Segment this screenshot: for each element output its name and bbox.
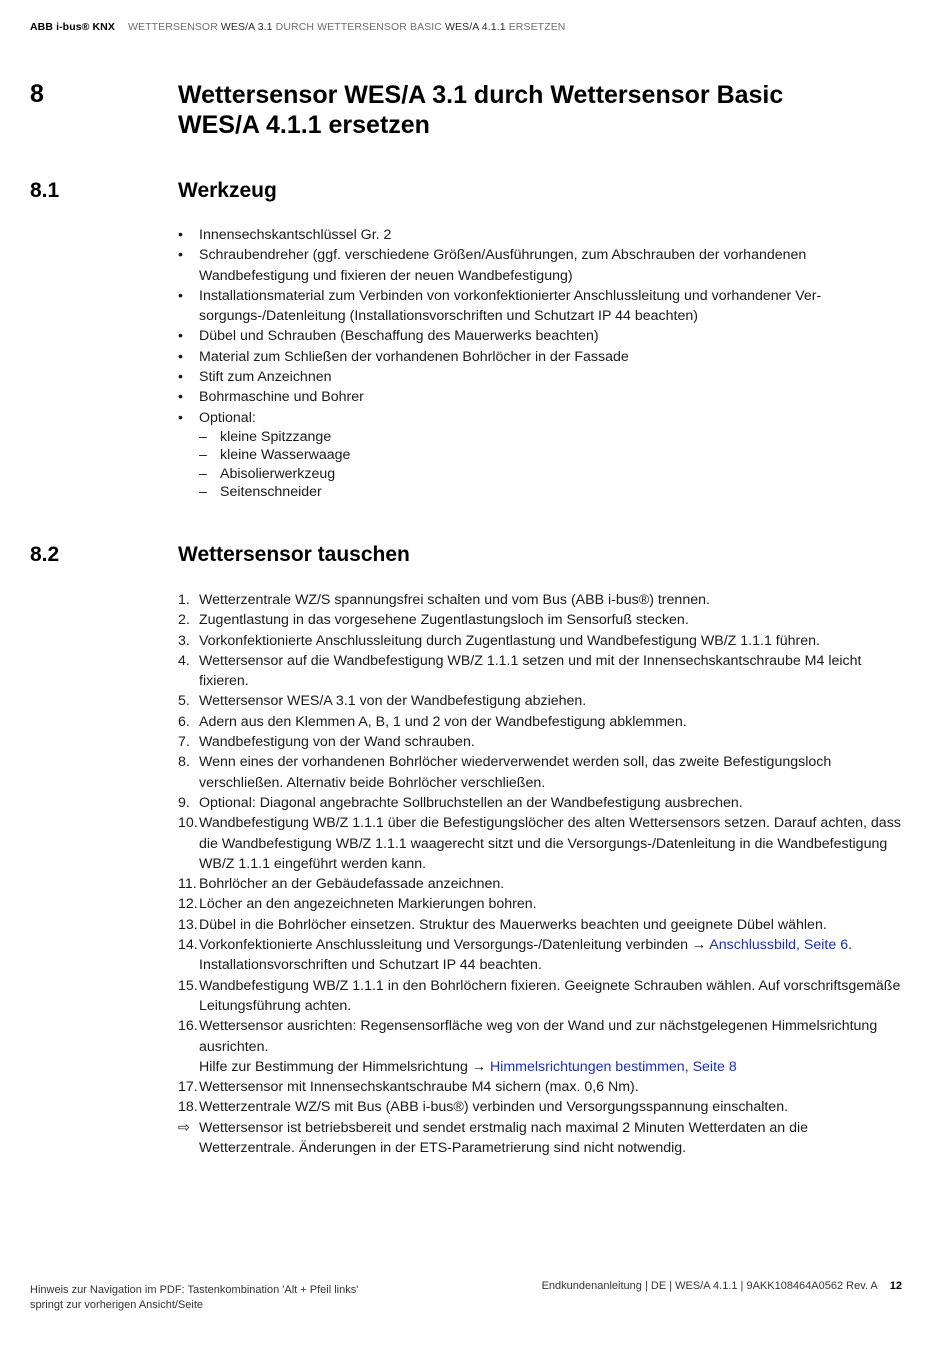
section1-number: 8.1 [30, 179, 60, 202]
header-part3: DURCH WETTERSENSOR BASIC [275, 21, 442, 33]
sub-list-item-text: Abisolierwerkzeug [220, 465, 336, 482]
step-text: Vorkonfektionierte Anschlussleitung durch Zugentlastung und Wandbefestigung WB/Z 1.1.1 führen. [199, 632, 820, 649]
step-text: Wandbefestigung WB/Z 1.1.1 in den Bohrlöchern fixieren. Geeignete Schrauben wählen. Auf vorschriftsgemäße Leitungsführung achten. [199, 977, 901, 1014]
step-item: 1. Wetterzentrale WZ/S spannungsfrei schalten und vom Bus (ABB i-bus®) trennen. [178, 592, 710, 608]
step-text: Dübel in die Bohrlöcher einsetzen. Struktur des Mauerwerks beachten und geeignete Dübel wählen. [199, 916, 827, 933]
step-text: Löcher an den angezeichneten Markierungen bohren. [199, 896, 537, 913]
step-item: 9. Optional: Diagonal angebrachte Sollbruchstellen an der Wandbefestigung ausbrechen. [178, 794, 743, 811]
chapter-title-line1: Wettersensor WES/A 3.1 durch Wettersensor Basic [178, 81, 784, 109]
list-item: • Dübel und Schrauben (Beschaffung des Mauerwerks beachten) [178, 328, 599, 345]
step-text: Wettersensor WES/A 3.1 von der Wandbefestigung abziehen. [199, 693, 587, 710]
chapter-title [178, 80, 878, 140]
step-item: 10. Wandbefestigung WB/Z 1.1.1 über die Befestigungslöcher des alten Wettersensors setzen. Darauf achten, dass die Wandbefestigung WB/Z 1.1.1 waagerecht sitzt und die Versorgungs-/Datenleitung in die Wandbefestigung WB/Z 1.1.1 eingeführt werden kann. [178, 815, 901, 872]
step-text: Adern aus den Klemmen A, B, 1 und 2 von der Wandbefestigung abklemmen. [199, 713, 687, 730]
result-item [178, 1118, 903, 1159]
step-item: 7. Wandbefestigung von der Wand schrauben. [178, 734, 475, 751]
list-item-text: Dübel und Schrauben (Beschaffung des Mauerwerks beachten) [199, 328, 599, 345]
header-brand: ABB i-bus® KNX [30, 21, 115, 33]
list-item-text: Innensechskantschlüssel Gr. 2 [199, 227, 392, 243]
page-number: 12 [889, 1280, 902, 1292]
list-item: • Stift zum Anzeichnen [178, 369, 332, 386]
footer-hint-line2: springt zur vorherigen Ansicht/Seite [30, 1299, 204, 1311]
list-item: • Installationsmaterial zum Verbinden von vorkonfektionierter Anschlussleitung und vorhandener Versorgungs-/Datenleitung (Installationsvorschriften und Schutzart IP 44 beachten) [178, 287, 822, 325]
step-text: Zugentlastung in das vorgesehene Zugentlastungsloch im Sensorfuß stecken. [199, 612, 689, 629]
link-anschlussbild[interactable]: Anschlussbild, Seite 6 [709, 937, 849, 954]
list-item-text: Optional: [199, 409, 256, 426]
tool-list [178, 225, 903, 502]
step-text: Wetterzentrale WZ/S spannungsfrei schalten und vom Bus (ABB i-bus®) trennen. [199, 592, 710, 608]
footer-doc-info [542, 1280, 902, 1292]
sub-list-item-text: Seitenschneider [220, 484, 322, 501]
footer-hint-line1: Hinweis zur Navigation im PDF: Tastenkombination 'Alt + Pfeil links' [30, 1284, 359, 1296]
page-header [30, 21, 566, 33]
step-item: 13. Dübel in die Bohrlöcher einsetzen. Struktur des Mauerwerks beachten und geeignete Dübel wählen. [178, 916, 827, 933]
section1-title: Werkzeug [178, 179, 277, 202]
section2-number: 8.2 [30, 543, 60, 566]
sub-list-item-text: kleine Spitzzange [220, 428, 332, 445]
list-item: • Innensechskantschlüssel Gr. 2 [178, 227, 392, 243]
section2-title: Wettersensor tauschen [178, 543, 410, 566]
step-item: 3. Vorkonfektionierte Anschlussleitung durch Zugentlastung und Wandbefestigung WB/Z 1.1.1 führen. [178, 632, 820, 649]
link-himmelsrichtungen[interactable]: Himmelsrichtungen bestimmen, Seite 8 [489, 1058, 737, 1075]
step-item: 14. Vorkonfektionierte Anschlussleitung und Versorgungs-/Datenleitung verbinden → Anschlussbild, Seite 6. Installationsvorschriften und Schutzart IP 44 beachten. [178, 937, 853, 974]
list-item-text: Material zum Schließen der vorhandenen Bohrlöcher in der Fassade [199, 348, 629, 365]
result-text: Wettersensor ist betriebsbereit und sendet erstmalig nach maximal 2 Minuten Wetterdaten an die Wetterzentrale. Änderungen in der ETS-Parametrierung sind nicht notwendig. [199, 1119, 809, 1157]
sub-list-item-text: kleine Wasserwaage [220, 447, 351, 464]
step-text: Bohrlöcher an der Gebäudefassade anzeichnen. [199, 876, 505, 893]
footer-navigation-hint [30, 1283, 430, 1313]
step-list [178, 590, 903, 1158]
step-item: 11. Bohrlöcher an der Gebäudefassade anzeichnen. [178, 876, 505, 893]
step-text: Wenn eines der vorhandenen Bohrlöcher wiederverwendet werden soll, das zweite Befestigungsloch verschließen. Alternativ beide Bohrlöcher verschließen. [199, 754, 832, 791]
sub-list-item: – Abisolierwerkzeug [199, 465, 336, 482]
list-item: • Schraubendreher (ggf. verschiedene Größen/Ausführungen, zum Abschrauben der vorhandenen Wandbefestigung und fixieren der neuen Wandbefestigung) [178, 247, 807, 284]
sub-list-item: – Seitenschneider [199, 484, 322, 501]
step-item: 8. Wenn eines der vorhandenen Bohrlöcher wiederverwendet werden soll, das zweite Befestigungsloch verschließen. Alternativ beide Bohrlöcher verschließen. [178, 754, 832, 791]
step-text: Wetterzentrale WZ/S mit Bus (ABB i-bus®) verbinden und Versorgungsspannung einschalten. [199, 1099, 789, 1116]
step-text: Wandbefestigung WB/Z 1.1.1 über die Befestigungslöcher des alten Wettersensors setzen. Darauf achten, dass die Wandbefestigung WB/Z 1.1.1 waagerecht sitzt und die Versorgungs-/Datenleitung in die Wandbefestigung WB/Z 1.1.1 eingeführt werden kann. [199, 815, 901, 872]
step-item: 17. Wettersensor mit Innensechskantschraube M4 sichern (max. 0,6 Nm). [178, 1079, 639, 1096]
header-part2: WES/A 3.1 [220, 21, 273, 33]
step-item: 16. Wettersensor ausrichten: Regensensorfläche weg von der Wand und zur nächstgelegenen Himmelsrichtung ausrichten. Hilfe zur Bestimmung der Himmelsrichtung → Himmelsrichtungen bestimmen, Seite 8 [178, 1018, 878, 1075]
header-part5: ERSETZEN [508, 21, 566, 33]
list-item: • Material zum Schließen der vorhandenen Bohrlöcher in der Fassade [178, 348, 629, 365]
step-text-after: . Installationsvorschriften und Schutzart IP 44 beachten. [199, 937, 853, 974]
list-item-text: Bohrmaschine und Bohrer [199, 389, 364, 406]
step-hint-before: Hilfe zur Bestimmung der Himmelsrichtung → [199, 1058, 490, 1075]
step-text: Wettersensor mit Innensechskantschraube M4 sichern (max. 0,6 Nm). [199, 1079, 639, 1096]
chapter-title-line2: WES/A 4.1.1 ersetzen [178, 111, 430, 139]
header-part4: WES/A 4.1.1 [445, 21, 506, 33]
step-text: Wettersensor ausrichten: Regensensorfläche weg von der Wand und zur nächstgelegenen Himmelsrichtung ausrichten. [199, 1018, 878, 1055]
step-text-before: Vorkonfektionierte Anschlussleitung und Versorgungs-/Datenleitung verbinden → [199, 937, 710, 954]
sub-list-item: – kleine Wasserwaage [199, 447, 351, 464]
result-arrow-icon: ⇨ [178, 1119, 190, 1136]
step-text: Wandbefestigung von der Wand schrauben. [199, 734, 475, 751]
step-item: 2. Zugentlastung in das vorgesehene Zugentlastungsloch im Sensorfuß stecken. [178, 612, 689, 629]
step-item: 5. Wettersensor WES/A 3.1 von der Wandbefestigung abziehen. [178, 693, 587, 710]
chapter-number: 8 [30, 80, 44, 108]
step-item: 12. Löcher an den angezeichneten Markierungen bohren. [178, 896, 537, 913]
sub-list-item: – kleine Spitzzange [199, 428, 332, 445]
list-item-text: Stift zum Anzeichnen [199, 369, 332, 386]
step-text: Optional: Diagonal angebrachte Sollbruchstellen an der Wandbefestigung ausbrechen. [199, 794, 743, 811]
step-item: 6. Adern aus den Klemmen A, B, 1 und 2 von der Wandbefestigung abklemmen. [178, 713, 687, 730]
step-text: Wettersensor auf die Wandbefestigung WB/Z 1.1.1 setzen und mit der Innensechskantschraube M4 leicht fixieren. [199, 652, 862, 690]
optional-sub-list [199, 428, 903, 502]
step-item: 4. Wettersensor auf die Wandbefestigung WB/Z 1.1.1 setzen und mit der Innensechskantschraube M4 leicht fixieren. [178, 652, 862, 690]
step-item: 18. Wetterzentrale WZ/S mit Bus (ABB i-bus®) verbinden und Versorgungsspannung einschalten. [178, 1099, 789, 1116]
list-item: • Optional: – kleine Spitzzange – kleine Wasserwaage – Abisolierwerkzeug – Seitenschneider [178, 408, 903, 502]
list-item-text: Installationsmaterial zum Verbinden von vorkonfektionierter Anschlussleitung und vorhandener Versorgungs-/Datenleitung (Installationsvorschriften und Schutzart IP 44 beachten) [199, 287, 822, 325]
list-item-text: Schraubendreher (ggf. verschiedene Größen/Ausführungen, zum Abschrauben der vorhandenen Wandbefestigung und fixieren der neuen Wandbefestigung) [199, 247, 807, 284]
footer-doc-text: Endkundenanleitung | DE | WES/A 4.1.1 | 9AKK108464A0562 Rev. A [541, 1280, 878, 1292]
header-part1: WETTERSENSOR [128, 21, 218, 33]
step-item: 15. Wandbefestigung WB/Z 1.1.1 in den Bohrlöchern fixieren. Geeignete Schrauben wählen. Auf vorschriftsgemäße Leitungsführung achten. [178, 977, 901, 1014]
list-item: • Bohrmaschine und Bohrer [178, 389, 364, 406]
